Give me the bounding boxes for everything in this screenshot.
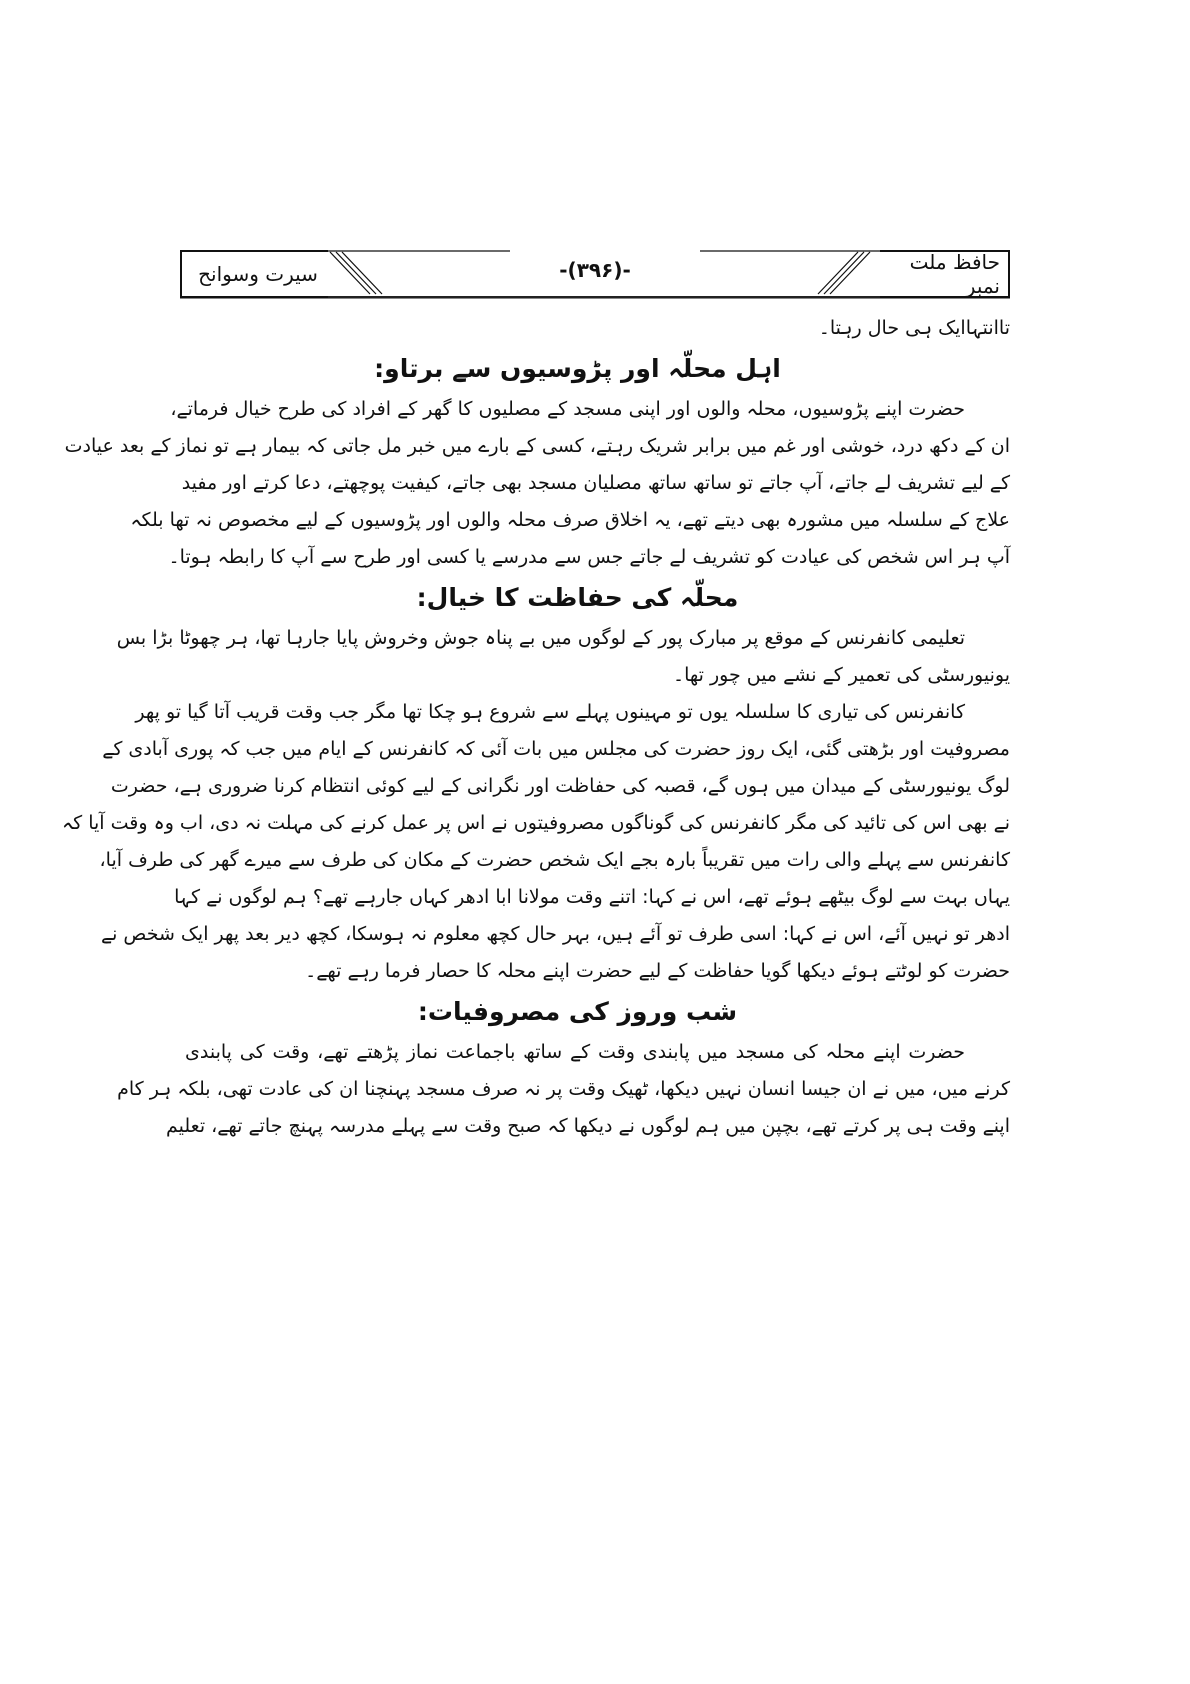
section-title: سیرت وسوانح xyxy=(198,262,318,286)
text-line: کانفرنس کی تیاری کا سلسلہ یوں تو مہینوں پہلے سے شروع ہو چکا تھا مگر جب وقت قریب آتا گیا تو پھر xyxy=(135,701,965,723)
text-line: حضرت کو لوٹتے ہوئے دیکھا گویا حفاظت کے لیے حضرت اپنے محلہ کا حصار فرما رہے تھے۔ xyxy=(305,960,1010,982)
section-heading: اہل محلّہ اور پڑوسیوں سے برتاو: xyxy=(374,354,781,383)
page-header xyxy=(180,250,1010,300)
text-line: حضرت اپنے پڑوسیوں، محلہ والوں اور اپنی مسجد کے مصلیوں کا گھر کے افراد کی طرح خیال فرماتے، xyxy=(170,398,965,420)
text-line: ان کے دکھ درد، خوشی اور غم میں برابر شریک رہتے، کسی کے بارے میں خبر مل جاتی کہ بیمار ہے تو نماز کے بعد عیادت xyxy=(64,435,1010,457)
section-heading: محلّہ کی حفاظت کا خیال: xyxy=(416,583,739,612)
text-line: یہاں بہت سے لوگ بیٹھے ہوئے تھے، اس نے کہا: اتنے وقت مولانا ابا ادھر کہاں جارہے تھے؟ ہم لوگوں نے کہا xyxy=(174,886,1010,908)
text-line: مصروفیت اور بڑھتی گئی، ایک روز حضرت کی مجلس میں بات آئی کہ کانفرنس کے ایام میں جب کہ پوری آبادی کے xyxy=(102,738,1010,760)
section-heading: شب وروز کی مصروفیات: xyxy=(417,997,738,1026)
page-body xyxy=(62,310,1010,1145)
text-line: ادھر تو نہیں آئے، اس نے کہا: اسی طرف تو آئے ہیں، بہر حال کچھ معلوم نہ ہوسکا، کچھ دیر بعد پھر ایک شخص نے xyxy=(100,923,1010,945)
text-line: لوگ یونیورسٹی کے میدان میں ہوں گے، قصبہ کی حفاظت اور نگرانی کے لیے کوئی انتظام کرنا ضروری ہے، حضرت xyxy=(110,775,1010,797)
text-line: آپ ہر اس شخص کی عیادت کو تشریف لے جاتے جس سے مدرسے یا کسی اور طرح سے آپ کا رابطہ ہوتا۔ xyxy=(168,546,1010,568)
text-line: اپنے وقت ہی پر کرتے تھے، بچپن میں ہم لوگوں نے دیکھا کہ صبح وقت سے پہلے مدرسہ پہنچ جاتے تھے، تعلیم xyxy=(165,1115,1010,1137)
journal-title: حافظ ملت نمبر xyxy=(909,250,1000,298)
text-line: تعلیمی کانفرنس کے موقع پر مبارک پور کے لوگوں میں بے پناہ جوش وخروش پایا جارہا تھا، ہر چھوٹا بڑا بس xyxy=(116,627,965,649)
text-line: کانفرنس سے پہلے والی رات میں تقریباً بارہ بجے ایک شخص حضرت کے مکان کی طرف سے میرے گھر کی طرف آیا، xyxy=(99,849,1010,871)
text-line: تاانتہاایک ہی حال رہتا۔ xyxy=(818,317,1010,339)
text-line: کرنے میں، میں نے ان جیسا انسان نہیں دیکھا، ٹھیک وقت پر نہ صرف مسجد پہنچنا ان کی عادت تھی، بلکہ ہر کام xyxy=(117,1078,1010,1100)
text-line: نے بھی اس کی تائید کی مگر کانفرنس کی گوناگوں مصروفیتوں نے اس پر عمل کرنے کی مہلت نہ دی، اب وہ وقت آیا کہ xyxy=(62,812,1010,834)
text-line: کے لیے تشریف لے جاتے، آپ جاتے تو ساتھ ساتھ مصلیان مسجد بھی جاتے، کیفیت پوچھتے، دعا کرتے اور مفید xyxy=(181,472,1010,494)
page-number: -(۳۹۶)- xyxy=(559,258,631,282)
text-line: علاج کے سلسلہ میں مشورہ بھی دیتے تھے، یہ اخلاق صرف محلہ والوں اور پڑوسیوں کے لیے مخصوص نہ تھا بلکہ xyxy=(130,509,1010,531)
text-line: حضرت اپنے محلہ کی مسجد میں پابندی وقت کے ساتھ باجماعت نماز پڑھتے تھے، وقت کی پابندی xyxy=(185,1041,965,1063)
text-line: یونیورسٹی کی تعمیر کے نشے میں چور تھا۔ xyxy=(672,664,1010,686)
